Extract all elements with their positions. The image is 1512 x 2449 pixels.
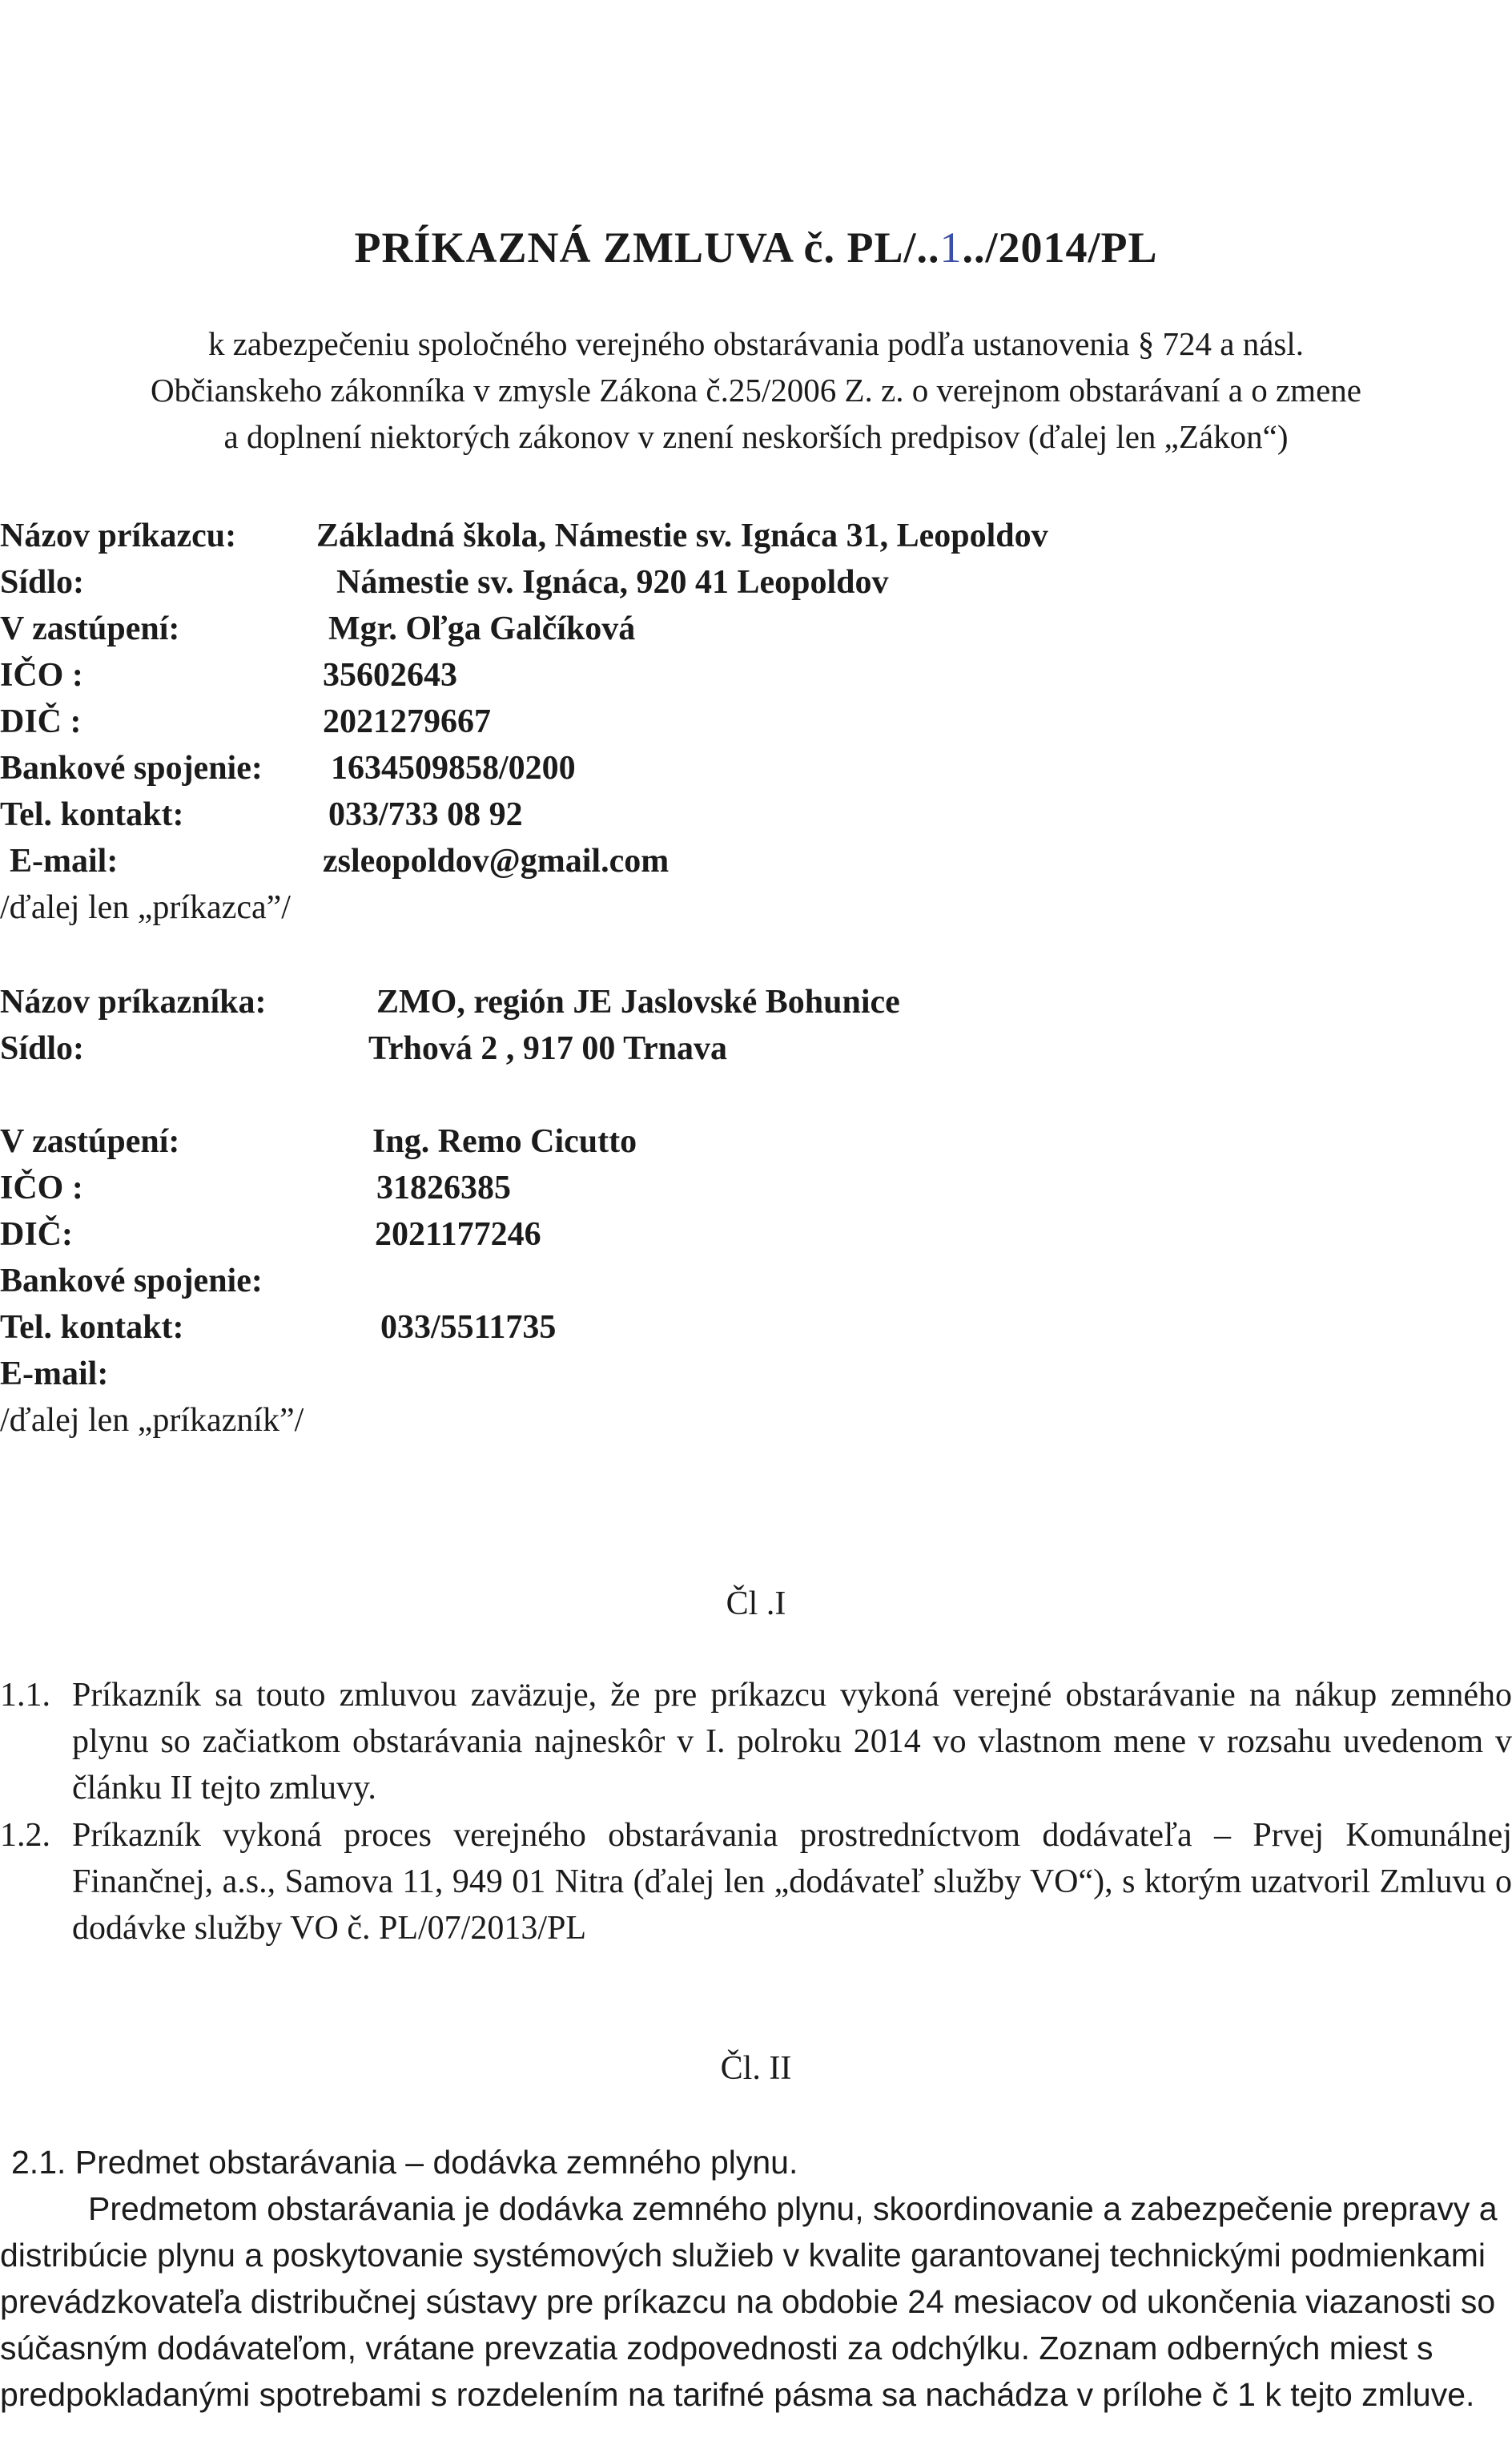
prikazca-row-bank bbox=[0, 745, 1512, 791]
clause-2-1 bbox=[11, 2139, 1512, 2185]
field-value: 033/5511735 bbox=[380, 1309, 557, 1346]
field-label: E-mail: bbox=[10, 843, 119, 880]
field-label: Sídlo: bbox=[0, 1030, 85, 1067]
field-label: DIČ : bbox=[0, 703, 82, 740]
prikaznik-block bbox=[0, 979, 1512, 1444]
article-1-heading: Čl .I bbox=[726, 1585, 786, 1622]
field-value: 2021279667 bbox=[323, 703, 491, 740]
prikaznik-row-bank bbox=[0, 1258, 1512, 1304]
prikazca-block bbox=[0, 513, 1512, 931]
prikazca-row-seat bbox=[0, 559, 1512, 606]
field-value: 31826385 bbox=[376, 1170, 511, 1206]
prikazca-row-phone bbox=[0, 791, 1512, 838]
prikazca-row-name bbox=[0, 513, 1512, 559]
contract-subtitle bbox=[0, 320, 1512, 460]
field-value: Námestie sv. Ignáca, 920 41 Leopoldov bbox=[336, 564, 889, 601]
title-prefix: PRÍKAZNÁ ZMLUVA č. PL/.. bbox=[354, 224, 940, 272]
clause-title: Predmet obstarávania – dodávka zemného plynu. bbox=[74, 2144, 798, 2181]
party-alias: /ďalej len „príkazca”/ bbox=[0, 889, 291, 926]
field-label: Názov príkazníka: bbox=[0, 984, 267, 1021]
article-2-paragraph bbox=[0, 2185, 1506, 2418]
subtitle-line: k zabezpečeniu spoločného verejného obstarávania podľa ustanovenia § 724 a násl. bbox=[207, 325, 1304, 362]
clause-1-1 bbox=[0, 1672, 1512, 1811]
field-value: 1634509858/0200 bbox=[331, 750, 576, 787]
clause-text: Príkazník vykoná proces verejného obstarávania prostredníctvom dodávateľa – Prvej Komunálnej Finančnej, a.s., Samova 11, 949 01 Nitra (ďalej len „dodávateľ služby VO“), s ktorým uzatvoril Zmluvu o dodávke služby VO č. PL/07/2013/PL bbox=[72, 1817, 1512, 1947]
prikazca-row-dic bbox=[0, 699, 1512, 745]
prikaznik-row-representative bbox=[0, 1118, 1512, 1165]
field-label: IČO : bbox=[0, 657, 83, 694]
paragraph-body: Predmetom obstarávania je dodávka zemného plynu, skoordinovanie a zabezpečenie prepravy a distribúcie plynu a poskytovanie systémových služieb v kvalite garantovanej technickými podmienkami prevádzkovateľa distribučnej sústavy pre príkazcu na obdobie 24 mesiacov od ukončenia viazanosti so súčasným dodávateľom, vrátane prevzatia zodpovednosti za odchýlku. Zoznam odberných miest s predpokladanými spotrebami s rozdelením na tarifné pásma sa nachádza v prílohe č 1 k tejto zmluve. bbox=[0, 2190, 1498, 2413]
prikazca-row-ico bbox=[0, 652, 1512, 699]
prikaznik-row-seat bbox=[0, 1025, 1512, 1072]
prikaznik-row-phone bbox=[0, 1304, 1512, 1351]
paragraph-text bbox=[0, 2185, 1506, 2418]
field-label: DIČ: bbox=[0, 1216, 73, 1253]
party-alias: /ďalej len „príkazník”/ bbox=[0, 1402, 304, 1439]
field-label: Tel. kontakt: bbox=[0, 796, 184, 833]
field-value: zsleopoldov@gmail.com bbox=[323, 843, 670, 880]
prikaznik-row-email bbox=[0, 1351, 1512, 1397]
field-label: V zastúpení: bbox=[0, 1123, 180, 1160]
article-2-heading: Čl. II bbox=[720, 2050, 792, 2087]
field-label: V zastúpení: bbox=[0, 610, 180, 647]
clause-heading bbox=[11, 2139, 1512, 2185]
prikaznik-footer bbox=[0, 1397, 1512, 1444]
clause-text: Príkazník sa touto zmluvou zaväzuje, že pre príkazcu vykoná verejné obstarávanie na nákup zemného plynu so začiatkom obstarávania najneskôr v I. polroku 2014 vo vlastnom mene v rozsahu uvedenom v článku II tejto zmluvy. bbox=[72, 1677, 1512, 1807]
spacer bbox=[0, 1072, 1512, 1118]
field-value: 033/733 08 92 bbox=[328, 796, 523, 833]
clause-number: 1.1. bbox=[0, 1677, 50, 1714]
prikaznik-row-ico bbox=[0, 1165, 1512, 1211]
field-value: Trhová 2 , 917 00 Trnava bbox=[368, 1030, 728, 1067]
field-label: Názov príkazcu: bbox=[0, 518, 237, 554]
field-label: Sídlo: bbox=[0, 564, 85, 601]
clause-number: 2.1. bbox=[11, 2144, 66, 2181]
field-value: Ing. Remo Cicutto bbox=[372, 1123, 637, 1160]
field-value: ZMO, región JE Jaslovské Bohunice bbox=[376, 984, 900, 1021]
prikazca-row-representative bbox=[0, 606, 1512, 652]
prikazca-footer bbox=[0, 884, 1512, 931]
clause-number: 1.2. bbox=[0, 1817, 50, 1854]
title-suffix: ../2014/PL bbox=[962, 224, 1158, 272]
field-value: 35602643 bbox=[323, 657, 457, 694]
field-label: Bankové spojenie: bbox=[0, 750, 263, 787]
prikaznik-row-dic bbox=[0, 1211, 1512, 1258]
field-label: E-mail: bbox=[0, 1355, 109, 1392]
field-value: Mgr. Oľga Galčíková bbox=[328, 610, 636, 647]
clause-1-2 bbox=[0, 1812, 1512, 1952]
contract-title bbox=[0, 223, 1512, 272]
field-label: Tel. kontakt: bbox=[0, 1309, 184, 1346]
handwritten-number: 1 bbox=[939, 224, 963, 272]
field-value: Základná škola, Námestie sv. Ignáca 31, Leopoldov bbox=[316, 518, 1048, 554]
field-label: Bankové spojenie: bbox=[0, 1263, 263, 1299]
field-value: 2021177246 bbox=[375, 1216, 541, 1253]
field-label: IČO : bbox=[0, 1170, 83, 1206]
prikaznik-row-name bbox=[0, 979, 1512, 1025]
prikazca-row-email bbox=[0, 838, 1512, 884]
subtitle-line: Občianskeho zákonníka v zmysle Zákona č.25/2006 Z. z. o verejnom obstarávaní a o zmene bbox=[151, 372, 1361, 409]
subtitle-line: a doplnení niektorých zákonov v znení neskorších predpisov (ďalej len „Zákon“) bbox=[223, 418, 1289, 455]
